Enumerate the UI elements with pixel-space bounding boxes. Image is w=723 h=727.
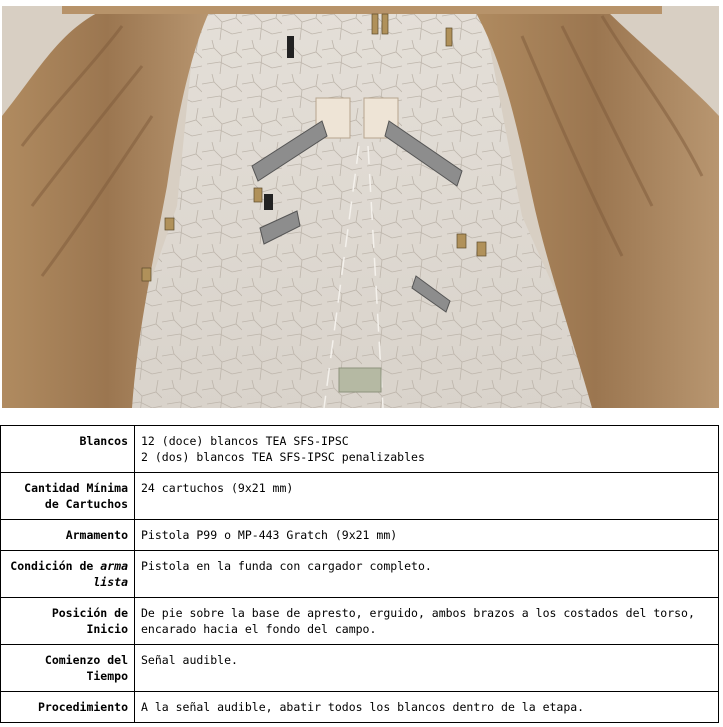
spec-label: Comienzo del Tiempo bbox=[1, 645, 135, 692]
spec-value: 12 (doce) blancos TEA SFS-IPSC 2 (dos) blancos TEA SFS-IPSC penalizables bbox=[135, 426, 719, 473]
stage-render-image bbox=[2, 6, 719, 408]
spec-row-armamento bbox=[1, 520, 719, 551]
spec-value: De pie sobre la base de apresto, erguido, ambos brazos a los costados del torso, encarado hacia el fondo del campo. bbox=[135, 598, 719, 645]
spec-row-posicion bbox=[1, 598, 719, 645]
spec-label-prefix: Condición de bbox=[10, 559, 94, 573]
spec-label: Cantidad Mínima de Cartuchos bbox=[1, 473, 135, 520]
spec-label bbox=[1, 551, 135, 598]
spec-row-blancos bbox=[1, 426, 719, 473]
spec-value: A la señal audible, abatir todos los blancos dentro de la etapa. bbox=[135, 692, 719, 723]
spec-row-procedimiento bbox=[1, 692, 719, 723]
spec-label: Procedimiento bbox=[1, 692, 135, 723]
spec-value: 24 cartuchos (9x21 mm) bbox=[135, 473, 719, 520]
spec-label: Armamento bbox=[1, 520, 135, 551]
spec-row-cartuchos bbox=[1, 473, 719, 520]
spec-label: Posición de Inicio bbox=[1, 598, 135, 645]
spec-value: Señal audible. bbox=[135, 645, 719, 692]
spec-value: Pistola en la funda con cargador completo. bbox=[135, 551, 719, 598]
spec-value: Pistola P99 o MP-443 Gratch (9x21 mm) bbox=[135, 520, 719, 551]
stage-spec-table bbox=[0, 425, 719, 723]
spec-row-condicion bbox=[1, 551, 719, 598]
spec-row-comienzo bbox=[1, 645, 719, 692]
spec-label: Blancos bbox=[1, 426, 135, 473]
spec-label-italic: arma lista bbox=[93, 559, 128, 589]
